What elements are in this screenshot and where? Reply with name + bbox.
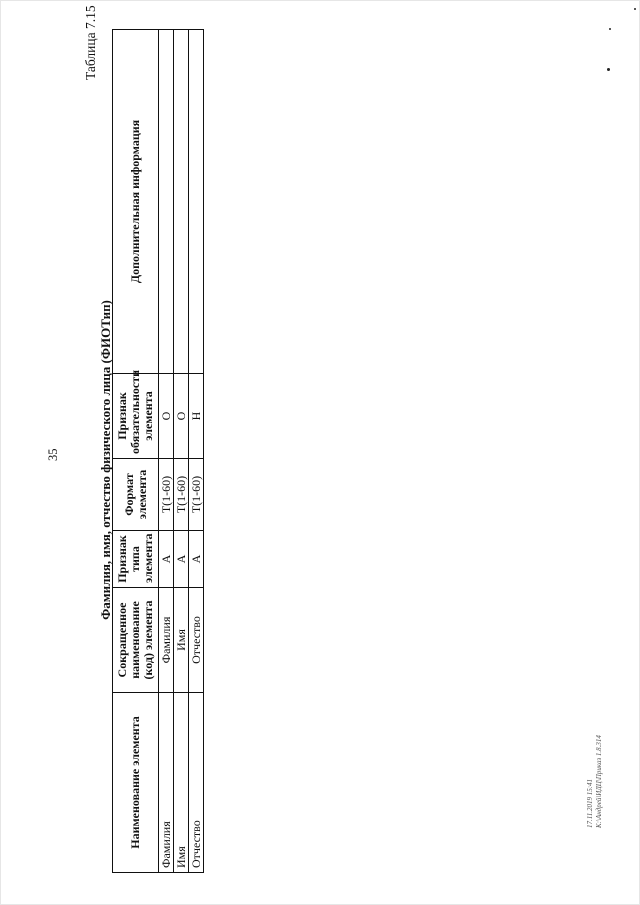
cell-additional-info	[159, 30, 174, 374]
table-header-row	[113, 30, 159, 873]
cell-element-format: Т(1-60)	[189, 459, 204, 531]
header-line: (код) элемента	[141, 600, 155, 680]
cell-element-type: А	[174, 531, 189, 588]
header-element-name: Наименование элемента	[113, 693, 159, 873]
page-number: 35	[46, 448, 60, 461]
cell-short-name: Фамилия	[159, 588, 174, 693]
header-required-flag	[113, 369, 159, 459]
cell-required-flag: О	[159, 374, 174, 459]
header-additional-info: Дополнительная информация	[113, 30, 159, 374]
cell-additional-info	[189, 30, 204, 374]
table-label: Таблица 7.15	[83, 5, 98, 80]
cell-element-name: Фамилия	[159, 693, 174, 873]
header-line: обязательности	[128, 369, 142, 454]
cell-additional-info	[174, 30, 189, 374]
cell-element-name: Имя	[174, 693, 189, 873]
header-element-type	[113, 531, 159, 588]
header-line: Сокращенное	[115, 602, 129, 678]
elements-table	[112, 29, 204, 873]
footer-stamp-date: 17.11.2019 15:41	[586, 778, 594, 828]
cell-short-name: Имя	[174, 588, 189, 693]
table-row	[189, 30, 204, 873]
table-row	[174, 30, 189, 873]
cell-element-format: Т(1-60)	[159, 459, 174, 531]
header-line: Признак	[115, 392, 129, 440]
header-line: элемента	[141, 533, 155, 583]
header-line: типа	[128, 546, 142, 572]
header-line: Формат	[121, 473, 136, 516]
header-line: элемента	[141, 391, 155, 441]
table-row	[159, 30, 174, 873]
footer-stamp-path: K:\Андрей\ИДЦ\Приказ 1.8.314	[595, 735, 603, 828]
cell-element-type: А	[189, 531, 204, 588]
footer-file-stamp	[586, 735, 604, 828]
header-short-name	[113, 588, 159, 693]
header-element-format	[113, 459, 159, 531]
header-line: наименование	[128, 601, 142, 679]
cell-required-flag: О	[174, 374, 189, 459]
cell-short-name: Отчество	[189, 588, 204, 693]
table-title: Фамилия, имя, отчество физического лица (ФИОТип)	[98, 300, 113, 620]
cell-element-name: Отчество	[189, 693, 204, 873]
header-line: элемента	[134, 469, 149, 520]
cell-element-type: А	[159, 531, 174, 588]
header-line: Признак	[115, 535, 129, 583]
cell-element-format: Т(1-60)	[174, 459, 189, 531]
cell-required-flag: Н	[189, 374, 204, 459]
